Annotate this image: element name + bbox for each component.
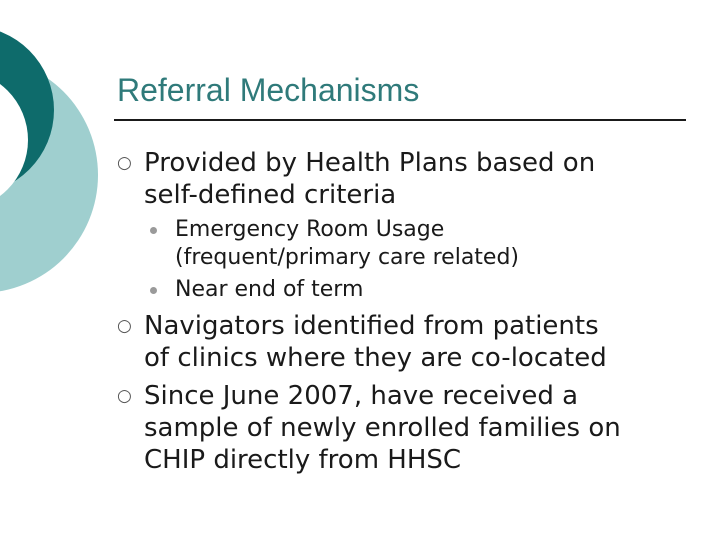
subbullet-marker-icon [150, 287, 157, 294]
subbullet-2-line-1: Near end of term [175, 277, 364, 302]
subbullet-marker-icon [150, 227, 157, 234]
bullet-1-line-2: self-defined criteria [144, 180, 397, 210]
bullet-3-line-3: CHIP directly from HHSC [144, 445, 462, 475]
bullet-1 [144, 147, 595, 211]
bullet-marker-icon: ○ [117, 153, 132, 173]
bullet-2 [144, 310, 607, 374]
subbullet-1 [175, 216, 519, 272]
slide-title: Referral Mechanisms [117, 72, 420, 108]
decorative-circles [0, 0, 120, 300]
bullet-3-line-1: Since June 2007, have received a [144, 381, 579, 411]
bullet-2-line-1: Navigators identified from patients [144, 311, 599, 341]
bullet-marker-icon: ○ [117, 386, 132, 406]
bullet-3 [144, 380, 621, 476]
bullet-1-line-1: Provided by Health Plans based on [144, 148, 596, 178]
subbullet-2 [175, 276, 363, 304]
bullet-marker-icon: ○ [117, 316, 132, 336]
bullet-3-line-2: sample of newly enrolled families on [144, 413, 621, 443]
bullet-2-line-2: of clinics where they are co-located [144, 343, 607, 373]
subbullet-1-line-2: (frequent/primary care related) [175, 245, 520, 270]
subbullet-1-line-1: Emergency Room Usage [175, 217, 445, 242]
title-divider [114, 119, 686, 121]
